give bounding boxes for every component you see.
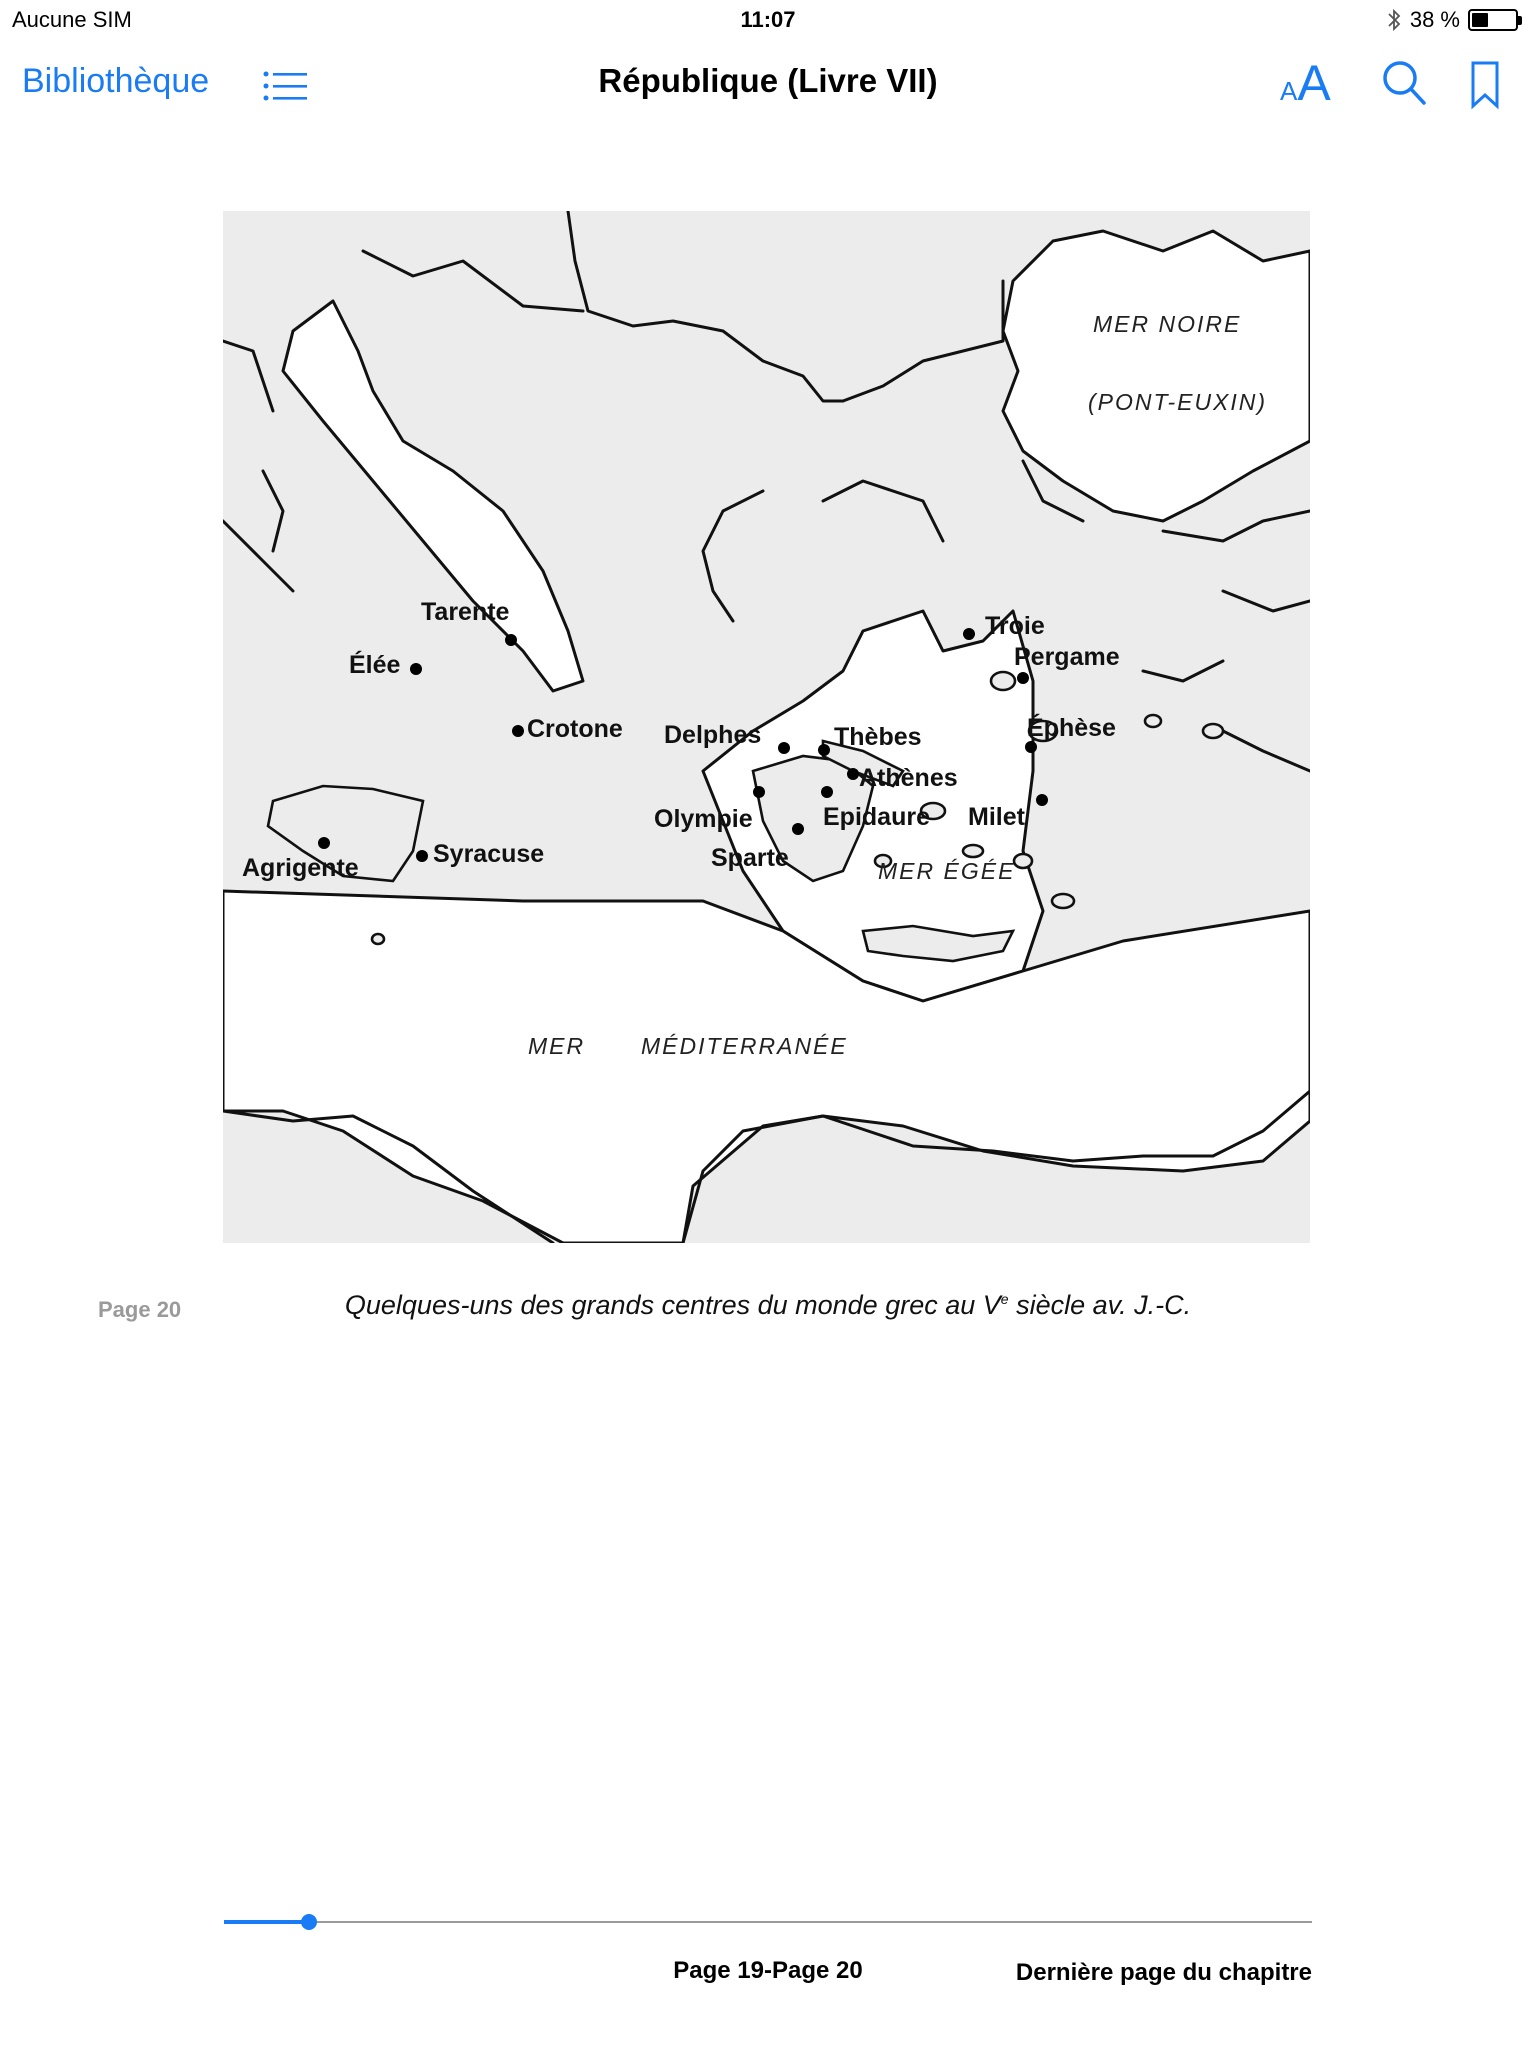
city-label-troie: Troie	[985, 612, 1045, 640]
battery-fill	[1472, 13, 1488, 27]
city-dot-athenes	[847, 768, 859, 780]
map-figure	[223, 211, 1310, 1243]
page-range-label: Page 19-Page 20	[673, 1957, 863, 1984]
city-label-syracuse: Syracuse	[433, 840, 545, 868]
status-right	[1386, 7, 1522, 33]
mediterranean-sea-shape	[223, 891, 1310, 1243]
sea-label-mer-egee: MER ÉGÉE	[878, 858, 1016, 884]
city-label-thebes: Thèbes	[834, 723, 922, 751]
map-coastlines	[223, 211, 1310, 1243]
city-label-milet: Milet	[968, 803, 1025, 831]
city-dot-thebes	[818, 744, 830, 756]
progress-knob[interactable]	[301, 1914, 317, 1930]
font-big-glyph: A	[1297, 55, 1331, 111]
city-label-sparte: Sparte	[711, 844, 789, 872]
black-sea-shape	[1003, 231, 1310, 521]
city-dot-milet	[1036, 794, 1048, 806]
sea-label-mer: MER	[528, 1033, 586, 1059]
chapter-end-label: Dernière page du chapitre	[1015, 1959, 1312, 1986]
city-label-crotone: Crotone	[527, 715, 623, 743]
progress-fill	[224, 1920, 309, 1924]
city-dot-syracuse	[416, 850, 428, 862]
battery-percent: 38 %	[1409, 7, 1460, 32]
book-title: République (Livre VII)	[598, 62, 938, 99]
status-bar	[0, 0, 1536, 40]
bluetooth-icon	[1386, 8, 1402, 32]
city-dot-pergame	[1017, 672, 1029, 684]
clock: 11:07	[740, 7, 796, 32]
city-label-agrigente: Agrigente	[242, 854, 359, 882]
city-label-tarente: Tarente	[421, 598, 510, 626]
city-dot-tarente	[505, 634, 517, 646]
city-label-athenes: Athènes	[859, 764, 958, 792]
library-button[interactable]: Bibliothèque	[22, 62, 210, 100]
city-label-ephese: Éphèse	[1027, 714, 1116, 742]
caption-text-after: siècle av. J.-C.	[1008, 1290, 1192, 1320]
caption-superscript: e	[1000, 1291, 1009, 1307]
sea-label-mer-noire: MER NOIRE	[1093, 311, 1242, 337]
reader-toolbar	[0, 40, 1536, 130]
search-icon[interactable]	[1380, 58, 1428, 108]
city-dot-epidaure	[821, 786, 833, 798]
sea-label-mediterranee: MÉDITERRANÉE	[641, 1033, 848, 1059]
city-dot-elee	[410, 663, 422, 675]
city-label-olympie: Olympie	[654, 805, 753, 833]
caption-text-before: Quelques-uns des grands centres du monde grec au V	[344, 1290, 1001, 1320]
city-dot-agrigente	[318, 837, 330, 849]
city-label-elee: Élée	[349, 651, 401, 679]
battery-icon	[1468, 9, 1518, 31]
city-dot-delphes	[778, 742, 790, 754]
adriatic-sea-shape	[283, 301, 583, 691]
city-label-epidaure: Epidaure	[823, 803, 930, 831]
city-label-pergame: Pergame	[1014, 643, 1120, 671]
page-progress-slider[interactable]	[224, 1921, 1312, 1923]
city-dot-sparte	[792, 823, 804, 835]
font-small-glyph: A	[1280, 76, 1298, 106]
city-dot-troie	[963, 628, 975, 640]
city-label-delphes: Delphes	[664, 721, 762, 749]
battery-tip	[1518, 16, 1522, 25]
font-size-button[interactable]	[1280, 54, 1331, 112]
city-dot-crotone	[512, 725, 524, 737]
bookmark-icon[interactable]	[1468, 60, 1502, 110]
sea-label-pont-euxin: (PONT-EUXIN)	[1088, 389, 1268, 415]
city-dot-olympie	[753, 786, 765, 798]
carrier-label: Aucune SIM	[12, 7, 132, 32]
page-number-label: Page 20	[98, 1297, 182, 1322]
figure-caption	[0, 1290, 1536, 1321]
